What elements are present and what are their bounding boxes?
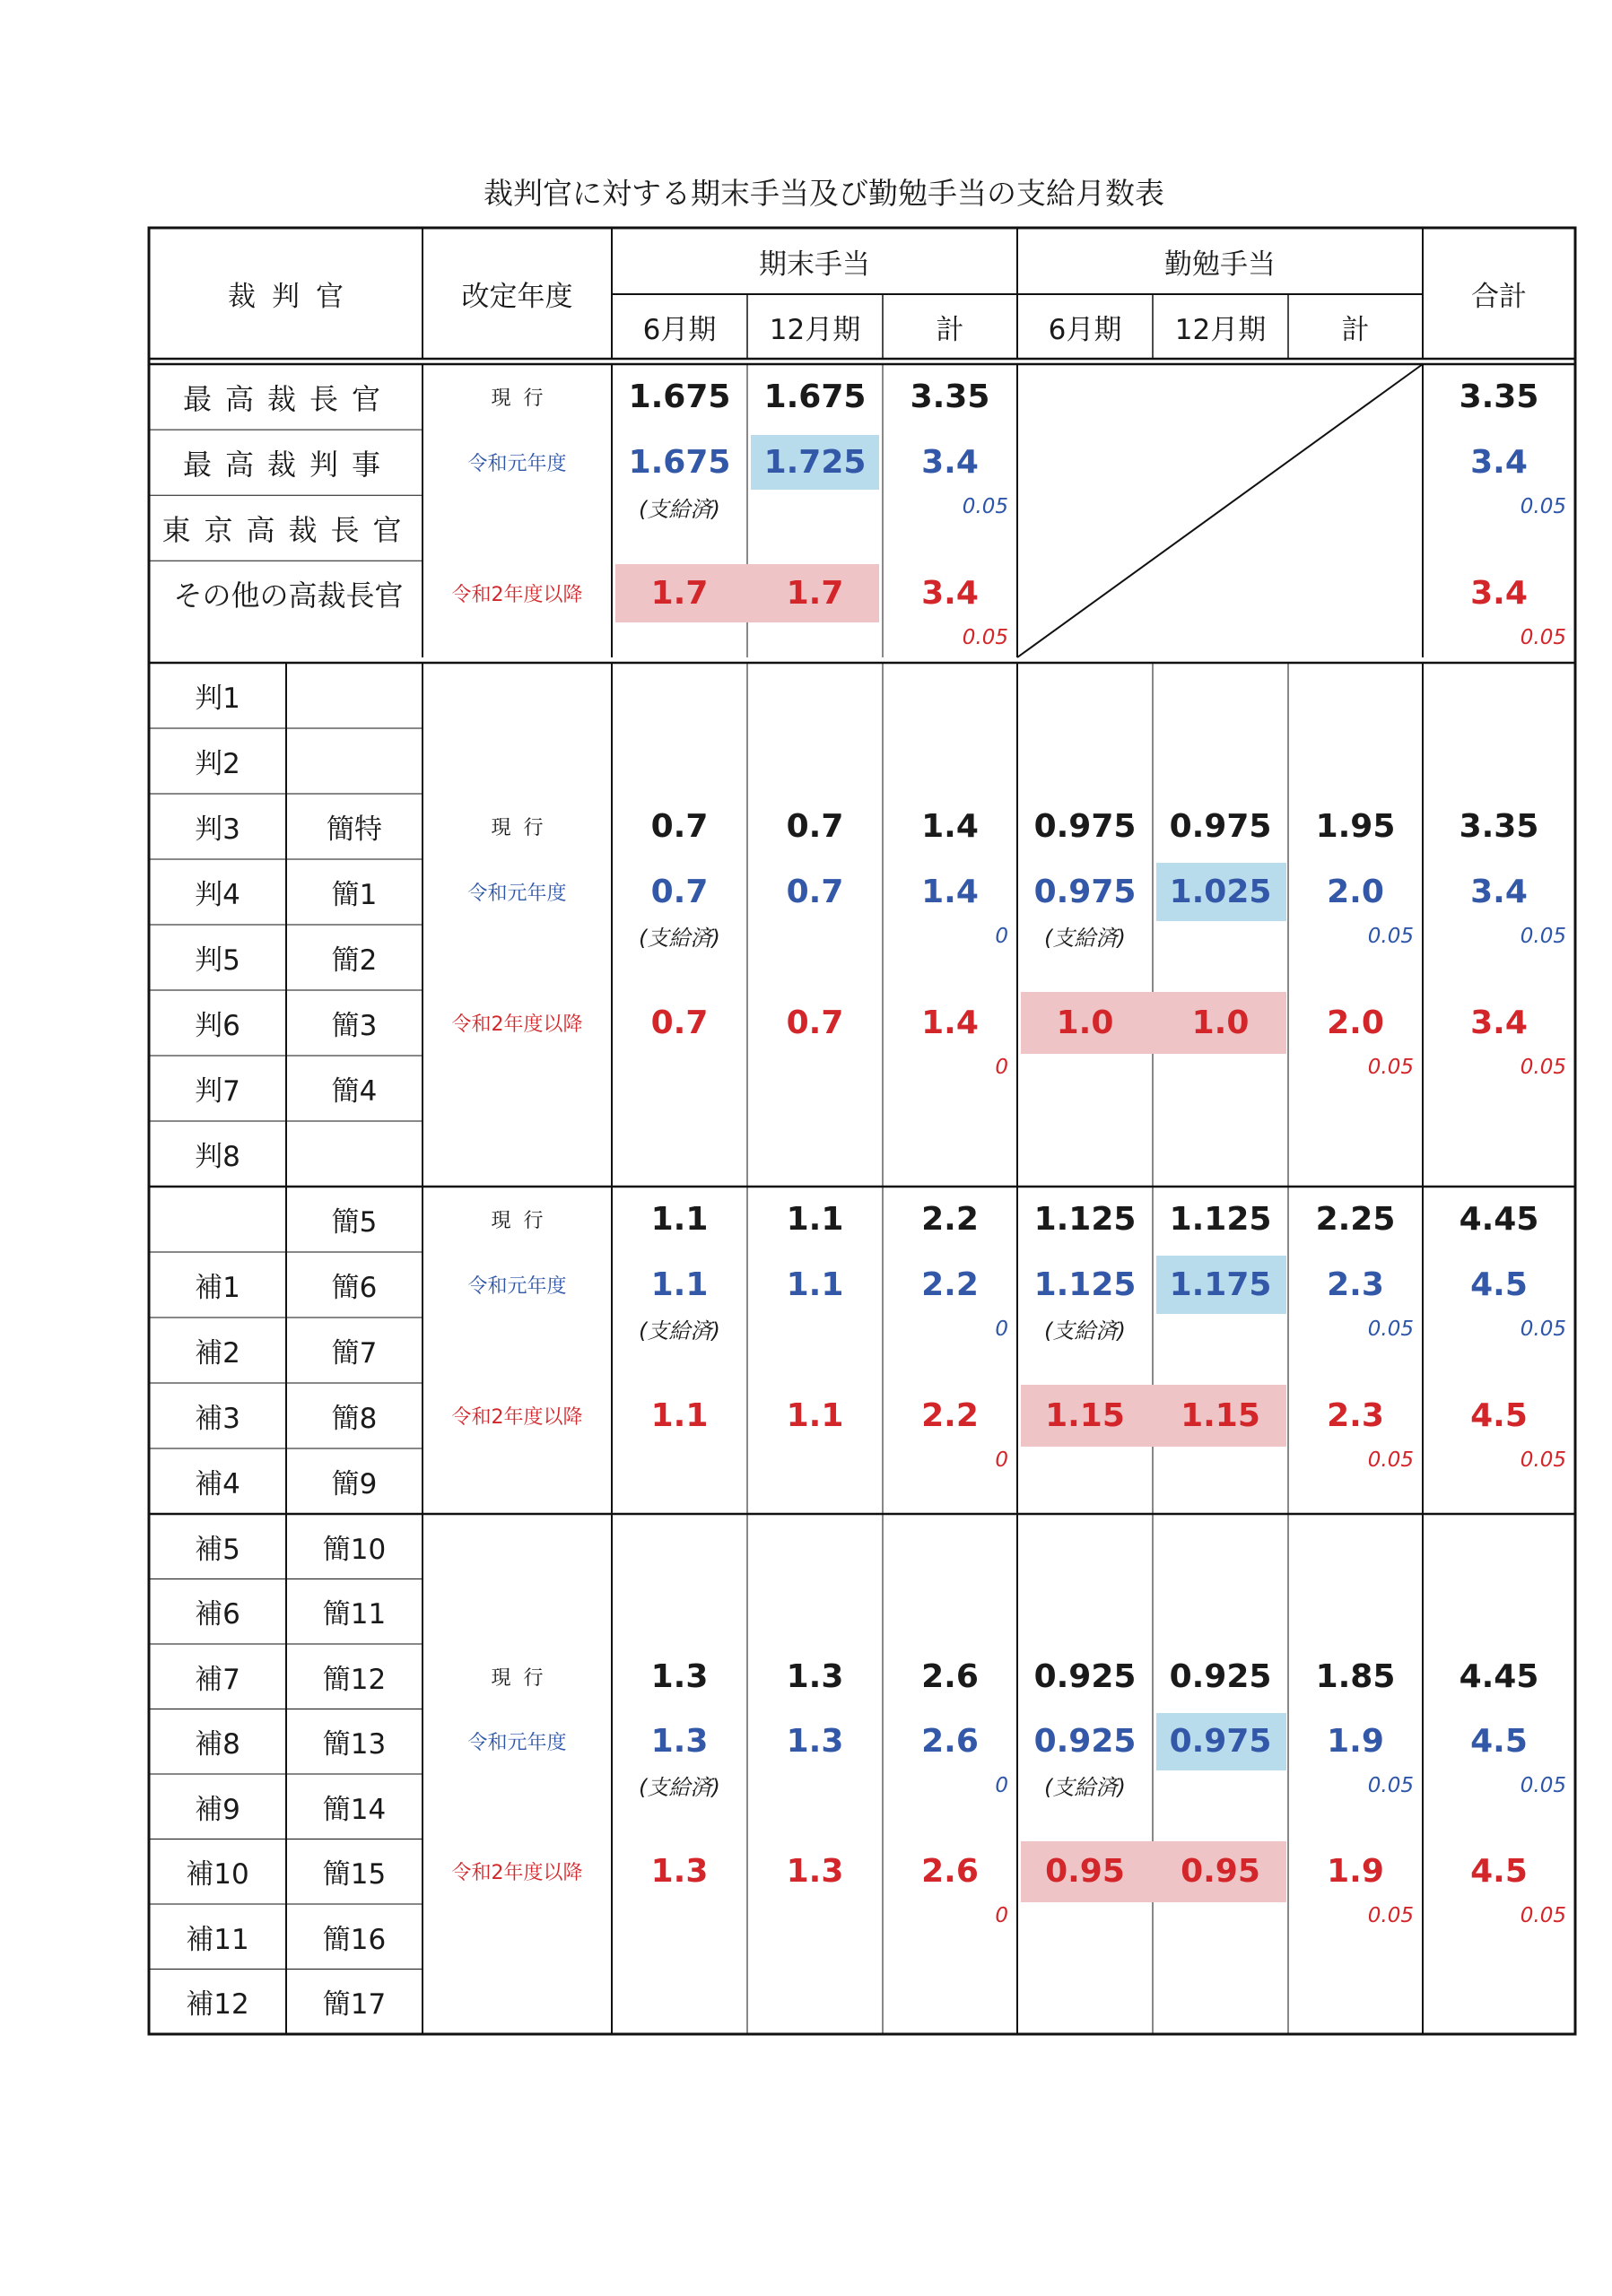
value-total-r2: 4.5	[1470, 1397, 1528, 1434]
revision-label-r1: 令和元年度	[467, 883, 567, 905]
paid-note: (支給済)	[639, 496, 720, 522]
summary-court-grade: 簡3	[331, 1010, 378, 1042]
value-bsum-r1: 2.0	[1327, 874, 1384, 910]
value-k12-r2: 0.7	[786, 1004, 844, 1041]
value-b12-r1: 1.025	[1169, 874, 1272, 910]
value-k6-r1: 1.1	[650, 1266, 709, 1303]
judge-grade: 判7	[195, 1075, 240, 1108]
value-bsum-current: 2.25	[1315, 1201, 1396, 1238]
value-total-r2: 3.4	[1470, 575, 1528, 613]
value-total-current: 3.35	[1459, 808, 1539, 845]
diff-kimatsu-r2: 0	[995, 1448, 1008, 1472]
diff-kimatsu-r1: 0	[995, 924, 1008, 948]
value-b12-r2: 1.15	[1181, 1397, 1260, 1434]
value-ksum-r1: 3.4	[921, 444, 979, 482]
diff-kinben-r1: 0.05	[1367, 1773, 1414, 1797]
value-b6-current: 1.125	[1033, 1201, 1137, 1238]
judge-grade: 補3	[195, 1403, 240, 1435]
diff-total-r1: 0.05	[1520, 924, 1566, 948]
value-ksum-r2: 1.4	[921, 1004, 979, 1041]
judge-grade: 補9	[195, 1793, 240, 1826]
paid-note: (支給済)	[639, 926, 720, 952]
judge-grade: 補10	[186, 1858, 249, 1892]
revision-label-current: 現行	[491, 1666, 556, 1690]
value-b6-r2: 1.0	[1056, 1004, 1114, 1041]
value-total-r1: 4.5	[1470, 1723, 1528, 1761]
header-kinben-june: 6月期	[1048, 313, 1122, 346]
value-b12-r2: 1.0	[1191, 1004, 1250, 1041]
value-ksum-current: 3.35	[910, 378, 990, 416]
diagonal-slash	[1017, 364, 1423, 657]
value-k6-r2: 0.7	[650, 1004, 709, 1041]
value-b12-r2: 0.95	[1181, 1853, 1260, 1891]
judge-grade: 判1	[195, 683, 240, 715]
revision-label-current: 現行	[491, 1210, 556, 1232]
summary-court-grade: 簡5	[331, 1206, 378, 1239]
judge-grade: 判2	[195, 748, 240, 780]
value-k6-current: 0.7	[650, 808, 709, 845]
judge-name: 最高裁長官	[182, 381, 394, 416]
value-k6-r1: 0.7	[650, 874, 709, 910]
diff-kinben-r2: 0.05	[1367, 1448, 1414, 1472]
header-kinben-dec: 12月期	[1174, 313, 1267, 346]
value-total-r2: 4.5	[1470, 1853, 1528, 1891]
diff-kimatsu-r2: 0	[995, 1903, 1008, 1927]
judge-name: 最高裁判事	[182, 447, 394, 482]
paid-note: (支給済)	[1044, 1318, 1126, 1344]
value-ksum-current: 2.2	[921, 1201, 979, 1238]
judge-grade: 補12	[186, 1988, 249, 2022]
judge-grade: 判3	[195, 813, 240, 846]
value-bsum-current: 1.85	[1315, 1657, 1396, 1695]
summary-court-grade: 簡2	[331, 944, 378, 977]
header-kimatsu-allowance: 期末手当	[759, 248, 870, 281]
value-k12-current: 1.3	[786, 1657, 844, 1695]
value-total-r1: 4.5	[1470, 1266, 1528, 1303]
value-b6-current: 0.975	[1033, 808, 1137, 845]
header-kinben-allowance: 勤勉手当	[1164, 248, 1276, 281]
value-k12-r1: 1.725	[763, 444, 867, 482]
summary-court-grade: 簡7	[331, 1337, 378, 1370]
summary-court-grade: 簡13	[322, 1728, 387, 1761]
paid-note: (支給済)	[1044, 1775, 1126, 1801]
value-b12-r1: 0.975	[1169, 1723, 1272, 1761]
judge-name: 東京高裁長官	[161, 512, 415, 547]
judge-grade: 補6	[195, 1598, 240, 1631]
value-k12-r2: 1.3	[786, 1853, 844, 1891]
header-total: 合計	[1471, 280, 1527, 313]
judge-grade: 補11	[186, 1923, 249, 1956]
summary-court-grade: 簡16	[322, 1923, 387, 1956]
judge-grade: 判5	[195, 944, 240, 977]
judge-grade: 補8	[195, 1728, 240, 1761]
judge-grade: 補4	[195, 1468, 240, 1500]
allowance-table	[149, 228, 1575, 2034]
revision-label-r2: 令和2年度以降	[451, 584, 583, 607]
diff-kimatsu-r2: 0	[995, 1055, 1008, 1079]
header-kinben-subtotal: 計	[1341, 313, 1370, 346]
judge-grade: 判6	[195, 1010, 240, 1042]
revision-label-r1: 令和元年度	[467, 1275, 567, 1298]
diff-total-r2: 0.05	[1520, 1055, 1566, 1079]
value-k6-r2: 1.1	[650, 1397, 709, 1434]
summary-court-grade: 簡1	[331, 879, 378, 911]
revision-label-current: 現行	[491, 817, 556, 839]
value-total-r1: 3.4	[1470, 444, 1528, 482]
value-ksum-current: 2.6	[921, 1657, 979, 1695]
value-bsum-current: 1.95	[1315, 808, 1396, 845]
value-k12-current: 1.675	[763, 378, 867, 416]
revision-label-r2: 令和2年度以降	[451, 1406, 583, 1429]
value-total-current: 4.45	[1459, 1657, 1539, 1695]
revision-label-r2: 令和2年度以降	[451, 1862, 583, 1885]
diff-total-r1: 0.05	[1520, 1773, 1566, 1797]
header-kimatsu-dec: 12月期	[769, 313, 861, 346]
header-revision-year: 改定年度	[461, 280, 573, 313]
summary-court-grade: 簡15	[322, 1858, 387, 1892]
value-ksum-r2: 2.2	[921, 1397, 979, 1434]
value-k6-r1: 1.3	[650, 1723, 709, 1761]
value-ksum-r1: 2.2	[921, 1266, 979, 1303]
value-k12-r2: 1.7	[786, 575, 844, 613]
value-b6-current: 0.925	[1033, 1657, 1137, 1695]
header-kimatsu-june: 6月期	[642, 313, 717, 346]
diff-total-r1: 0.05	[1520, 1317, 1566, 1341]
judge-grade: 補1	[195, 1272, 240, 1304]
diff-kimatsu-r2: 0.05	[962, 626, 1008, 650]
value-k12-current: 1.1	[786, 1201, 844, 1238]
value-total-current: 3.35	[1459, 378, 1539, 416]
value-k12-r1: 1.3	[786, 1723, 844, 1761]
judge-grade: 補5	[195, 1533, 240, 1566]
value-bsum-r1: 1.9	[1327, 1723, 1384, 1761]
revision-label-r1: 令和元年度	[467, 453, 567, 476]
value-k12-r2: 1.1	[786, 1397, 844, 1434]
summary-court-grade: 簡4	[331, 1075, 378, 1108]
value-b6-r1: 0.925	[1033, 1723, 1137, 1761]
value-b6-r2: 0.95	[1045, 1853, 1125, 1891]
value-b12-current: 1.125	[1169, 1201, 1272, 1238]
value-k6-r2: 1.3	[650, 1853, 709, 1891]
diff-kimatsu-r1: 0	[995, 1317, 1008, 1341]
value-ksum-r2: 2.6	[921, 1853, 979, 1891]
value-total-r2: 3.4	[1470, 1004, 1528, 1041]
value-k6-current: 1.1	[650, 1201, 709, 1238]
diff-kimatsu-r1: 0	[995, 1773, 1008, 1797]
value-ksum-r2: 3.4	[921, 575, 979, 613]
summary-court-grade: 簡17	[322, 1988, 387, 2022]
header-judge: 裁判官	[228, 280, 360, 313]
judge-grade: 補7	[195, 1663, 240, 1696]
diff-total-r2: 0.05	[1520, 1903, 1566, 1927]
header-kimatsu-subtotal: 計	[936, 313, 964, 346]
summary-court-grade: 簡特	[327, 813, 382, 846]
value-k12-current: 0.7	[786, 808, 844, 845]
diff-kinben-r2: 0.05	[1367, 1055, 1414, 1079]
paid-note: (支給済)	[639, 1775, 720, 1801]
value-b12-current: 0.925	[1169, 1657, 1272, 1695]
value-b12-r1: 1.175	[1169, 1266, 1272, 1303]
diff-kimatsu-r1: 0.05	[962, 495, 1008, 519]
judge-grade: 判4	[195, 879, 240, 911]
judge-grade: 判8	[195, 1141, 240, 1173]
summary-court-grade: 簡12	[322, 1663, 387, 1696]
diff-kinben-r1: 0.05	[1367, 1317, 1414, 1341]
revision-label-r2: 令和2年度以降	[451, 1013, 583, 1036]
summary-court-grade: 簡9	[331, 1468, 378, 1500]
diff-total-r2: 0.05	[1520, 1448, 1566, 1472]
value-bsum-r2: 2.0	[1327, 1004, 1384, 1041]
value-ksum-r1: 2.6	[921, 1723, 979, 1761]
value-total-current: 4.45	[1459, 1201, 1539, 1238]
diff-kinben-r1: 0.05	[1367, 924, 1414, 948]
judge-name: その他の高裁長官	[173, 578, 404, 613]
value-k6-current: 1.3	[650, 1657, 709, 1695]
diff-total-r1: 0.05	[1520, 495, 1566, 519]
document-title: 裁判官に対する期末手当及び勤勉手当の支給月数表	[484, 176, 1164, 211]
value-b6-r1: 1.125	[1033, 1266, 1137, 1303]
judge-grade: 補2	[195, 1337, 240, 1370]
value-total-r1: 3.4	[1470, 874, 1528, 910]
value-k6-r2: 1.7	[650, 575, 709, 613]
value-k12-r1: 1.1	[786, 1266, 844, 1303]
value-b6-r1: 0.975	[1033, 874, 1137, 910]
summary-court-grade: 簡14	[322, 1793, 387, 1826]
summary-court-grade: 簡8	[331, 1403, 378, 1435]
value-k12-r1: 0.7	[786, 874, 844, 910]
paid-note: (支給済)	[639, 1318, 720, 1344]
revision-label-r1: 令和元年度	[467, 1732, 567, 1755]
value-k6-r1: 1.675	[628, 444, 731, 482]
summary-court-grade: 簡11	[322, 1598, 387, 1631]
value-bsum-r2: 2.3	[1327, 1397, 1384, 1434]
paid-note: (支給済)	[1044, 926, 1126, 952]
value-ksum-r1: 1.4	[921, 874, 979, 910]
value-ksum-current: 1.4	[921, 808, 979, 845]
value-bsum-r1: 2.3	[1327, 1266, 1384, 1303]
summary-court-grade: 簡10	[322, 1533, 387, 1566]
value-bsum-r2: 1.9	[1327, 1853, 1384, 1891]
diff-kinben-r2: 0.05	[1367, 1903, 1414, 1927]
revision-label-current: 現行	[491, 387, 556, 411]
value-b12-current: 0.975	[1169, 808, 1272, 845]
diff-total-r2: 0.05	[1520, 626, 1566, 650]
value-k6-current: 1.675	[628, 378, 731, 416]
value-b6-r2: 1.15	[1045, 1397, 1125, 1434]
summary-court-grade: 簡6	[331, 1272, 378, 1304]
